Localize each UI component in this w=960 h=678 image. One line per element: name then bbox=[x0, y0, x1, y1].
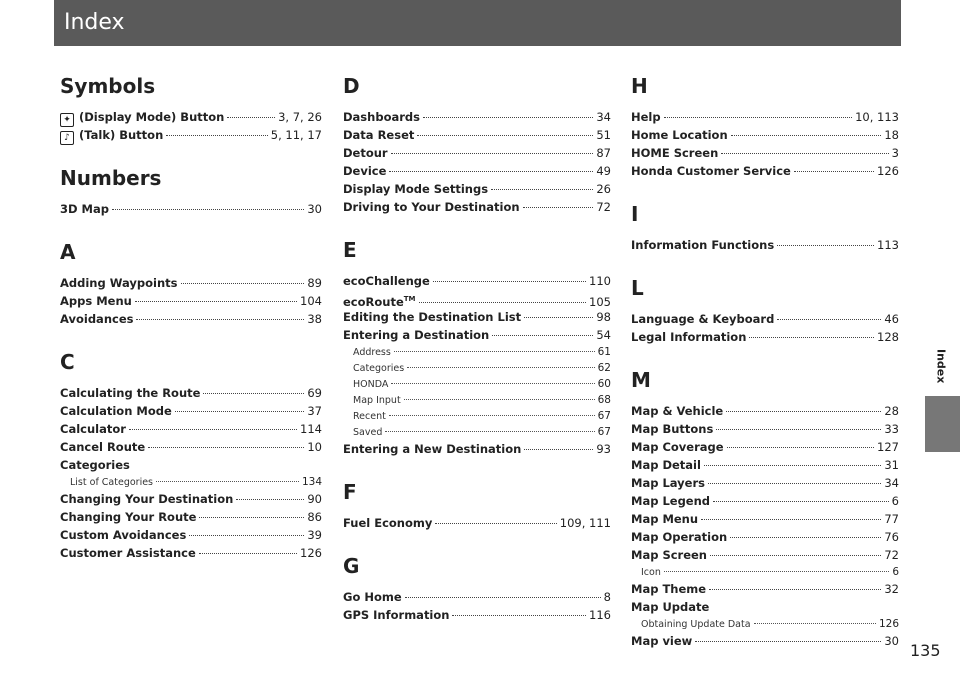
index-entry[interactable]: Map Buttons 33 bbox=[631, 422, 899, 436]
section-heading-i: I bbox=[631, 202, 639, 226]
index-entry[interactable]: Calculator 114 bbox=[60, 422, 322, 436]
index-entry[interactable]: ecoChallenge 110 bbox=[343, 274, 611, 288]
section-heading-e: E bbox=[343, 238, 357, 262]
index-entry-parent: Categories bbox=[60, 458, 130, 472]
index-entry[interactable]: Display Mode Settings 26 bbox=[343, 182, 611, 196]
display-mode-icon: ✦ bbox=[60, 113, 74, 127]
index-entry[interactable]: Information Functions 113 bbox=[631, 238, 899, 252]
index-entry[interactable]: Adding Waypoints 89 bbox=[60, 276, 322, 290]
index-entry[interactable]: Map Legend 6 bbox=[631, 494, 899, 508]
index-entry[interactable]: Go Home 8 bbox=[343, 590, 611, 604]
trademark-mark: TM bbox=[403, 295, 416, 303]
index-entry[interactable]: ✦ (Display Mode) Button 3, 7, 26 bbox=[60, 108, 322, 126]
index-entry[interactable]: Changing Your Route 86 bbox=[60, 510, 322, 524]
index-entry[interactable]: Fuel Economy 109, 111 bbox=[343, 516, 611, 530]
index-subentry[interactable]: Address 61 bbox=[353, 346, 611, 358]
index-entry[interactable]: ecoRoute™ 105 bbox=[343, 294, 611, 309]
index-subentry[interactable]: Saved 67 bbox=[353, 426, 611, 438]
section-heading-symbols: Symbols bbox=[60, 74, 156, 98]
index-entry[interactable]: Driving to Your Destination 72 bbox=[343, 200, 611, 214]
section-heading-m: M bbox=[631, 368, 651, 392]
index-entry[interactable]: Cancel Route 10 bbox=[60, 440, 322, 454]
section-heading-d: D bbox=[343, 74, 360, 98]
index-entry[interactable]: Customer Assistance 126 bbox=[60, 546, 322, 560]
section-heading-numbers: Numbers bbox=[60, 166, 162, 190]
index-entry[interactable]: Calculating the Route 69 bbox=[60, 386, 322, 400]
index-entry[interactable]: Entering a Destination 54 bbox=[343, 328, 611, 342]
section-heading-c: C bbox=[60, 350, 75, 374]
index-subentry[interactable]: Icon 6 bbox=[641, 566, 899, 578]
index-entry[interactable]: Honda Customer Service 126 bbox=[631, 164, 899, 178]
index-subentry[interactable]: Categories 62 bbox=[353, 362, 611, 374]
index-entry[interactable]: Entering a New Destination 93 bbox=[343, 442, 611, 456]
index-entry[interactable]: Dashboards 34 bbox=[343, 110, 611, 124]
index-entry[interactable]: ♪ (Talk) Button 5, 11, 17 bbox=[60, 126, 322, 144]
index-entry[interactable]: Home Location 18 bbox=[631, 128, 899, 142]
index-entry[interactable]: Apps Menu 104 bbox=[60, 294, 322, 308]
side-tab-label: Index bbox=[934, 348, 948, 384]
index-entry[interactable]: Calculation Mode 37 bbox=[60, 404, 322, 418]
index-entry[interactable]: Language & Keyboard 46 bbox=[631, 312, 899, 326]
index-column-3 bbox=[631, 74, 899, 650]
page-number: 135 bbox=[910, 641, 941, 660]
index-entry[interactable]: Avoidances 38 bbox=[60, 312, 322, 326]
index-entry[interactable]: GPS Information 116 bbox=[343, 608, 611, 622]
section-heading-g: G bbox=[343, 554, 360, 578]
index-entry[interactable]: 3D Map 30 bbox=[60, 202, 322, 216]
index-entry[interactable]: Data Reset 51 bbox=[343, 128, 611, 142]
index-entry[interactable]: Legal Information 128 bbox=[631, 330, 899, 344]
section-heading-a: A bbox=[60, 240, 76, 264]
index-entry[interactable]: Map Theme 32 bbox=[631, 582, 899, 596]
index-entry[interactable]: Map Coverage 127 bbox=[631, 440, 899, 454]
index-entry[interactable]: Editing the Destination List 98 bbox=[343, 310, 611, 324]
index-entry[interactable]: Changing Your Destination 90 bbox=[60, 492, 322, 506]
index-entry[interactable]: Help 10, 113 bbox=[631, 110, 899, 124]
index-entry[interactable]: Map Screen 72 bbox=[631, 548, 899, 562]
section-heading-f: F bbox=[343, 480, 357, 504]
talk-icon: ♪ bbox=[60, 131, 74, 145]
index-subentry[interactable]: List of Categories 134 bbox=[70, 476, 322, 488]
index-subentry[interactable]: Recent 67 bbox=[353, 410, 611, 422]
index-side-tab[interactable] bbox=[925, 396, 960, 452]
index-entry[interactable]: Map Operation 76 bbox=[631, 530, 899, 544]
index-entry[interactable]: Map Detail 31 bbox=[631, 458, 899, 472]
index-entry[interactable]: Map & Vehicle 28 bbox=[631, 404, 899, 418]
index-subentry[interactable]: Obtaining Update Data 126 bbox=[641, 618, 899, 630]
page-title: Index bbox=[64, 10, 125, 35]
index-entry[interactable]: HOME Screen 3 bbox=[631, 146, 899, 160]
index-entry[interactable]: Custom Avoidances 39 bbox=[60, 528, 322, 542]
index-entry-parent: Map Update bbox=[631, 600, 710, 614]
index-entry[interactable]: Map Menu 77 bbox=[631, 512, 899, 526]
index-entry[interactable]: Detour 87 bbox=[343, 146, 611, 160]
index-column-1 bbox=[60, 74, 322, 562]
index-entry[interactable]: Device 49 bbox=[343, 164, 611, 178]
index-column-2 bbox=[343, 74, 611, 624]
index-entry[interactable]: Map Layers 34 bbox=[631, 476, 899, 490]
index-subentry[interactable]: HONDA 60 bbox=[353, 378, 611, 390]
index-subentry[interactable]: Map Input 68 bbox=[353, 394, 611, 406]
section-heading-h: H bbox=[631, 74, 648, 98]
section-heading-l: L bbox=[631, 276, 644, 300]
header-banner bbox=[54, 0, 901, 46]
index-entry[interactable]: Map view 30 bbox=[631, 634, 899, 648]
